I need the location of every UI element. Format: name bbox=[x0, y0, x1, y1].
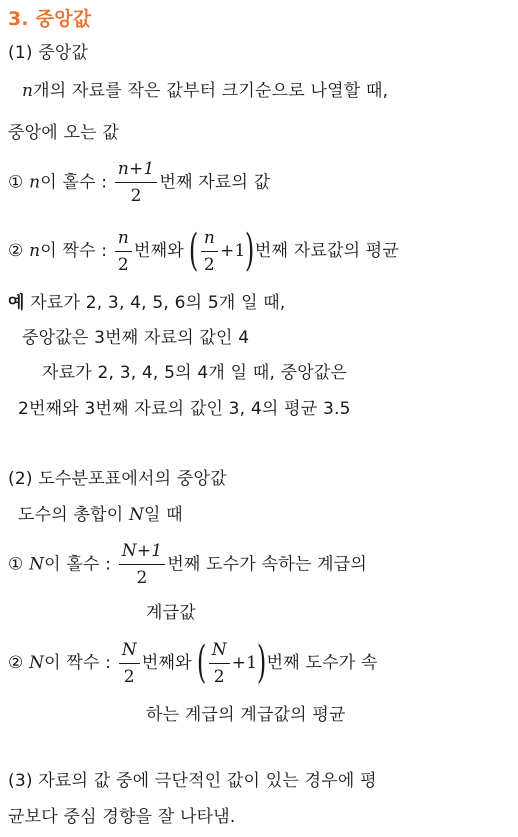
case-suffix: 번째 자료값의 평균 bbox=[254, 241, 400, 261]
example-line3: 자료가 2, 3, 4, 5의 4개 일 때, 중앙값은 bbox=[42, 363, 348, 383]
fraction-denominator: 2 bbox=[213, 666, 225, 687]
fraction-numerator: n bbox=[201, 227, 218, 252]
fraction-numerator: n bbox=[115, 227, 132, 252]
section1-intro-line1 bbox=[22, 80, 388, 102]
fraction-N-plus-1-over-2 bbox=[119, 540, 166, 589]
fraction-n-plus-1-over-2 bbox=[115, 158, 158, 207]
section3-line2: 균보다 중심 경향을 잘 나타냄. bbox=[8, 807, 236, 827]
fraction-denominator: 2 bbox=[203, 254, 215, 275]
variable-n: n bbox=[29, 241, 41, 261]
intro-pre: 도수의 총합이 bbox=[18, 505, 129, 525]
case-mid: 번째와 bbox=[134, 241, 184, 261]
case-label: 이 짝수 : bbox=[40, 241, 108, 261]
intro-post: 일 때 bbox=[144, 505, 183, 525]
case-label: 이 홀수 : bbox=[40, 172, 108, 193]
fraction-denominator: 2 bbox=[123, 666, 135, 687]
variable-n: n bbox=[22, 81, 34, 101]
case-suffix: 번째 자료의 값 bbox=[159, 172, 271, 193]
fraction-denominator: 2 bbox=[130, 186, 142, 206]
case-label: 이 짝수 : bbox=[44, 653, 112, 673]
fraction-N-over-2-inner bbox=[209, 639, 230, 688]
section1-intro-line2: 중앙에 오는 값 bbox=[8, 123, 119, 143]
section2-intro bbox=[18, 504, 183, 526]
right-paren: ) bbox=[257, 637, 267, 688]
variable-N: N bbox=[29, 554, 45, 575]
left-paren: ( bbox=[189, 225, 199, 276]
variable-n: n bbox=[29, 172, 41, 193]
case-label: 이 홀수 : bbox=[44, 554, 112, 575]
section2-case-even-cont: 하는 계급의 계급값의 평균 bbox=[146, 705, 346, 725]
example-line4: 2번째와 3번째 자료의 값인 3, 4의 평균 3.5 bbox=[18, 399, 351, 419]
intro-text: 개의 자료를 작은 값부터 크기순으로 나열할 때, bbox=[33, 81, 389, 101]
fraction-numerator: N bbox=[119, 639, 140, 664]
left-paren: ( bbox=[197, 637, 207, 688]
section-title: 3. 중앙값 bbox=[8, 8, 92, 30]
section3-line1: (3) 자료의 값 중에 극단적인 값이 있는 경우에 평 bbox=[8, 771, 377, 791]
fraction-numerator: N bbox=[209, 639, 230, 664]
section1-heading: (1) 중앙값 bbox=[8, 43, 89, 63]
fraction-denominator: 2 bbox=[136, 568, 148, 588]
fraction-numerator: n+1 bbox=[115, 158, 158, 183]
plus-one: +1 bbox=[220, 241, 246, 261]
example-text: 자료가 2, 3, 4, 5, 6의 5개 일 때, bbox=[30, 293, 286, 313]
circled-one-marker: ① bbox=[8, 172, 24, 193]
fraction-N-over-2 bbox=[119, 639, 140, 688]
example-marker: 예 bbox=[8, 293, 25, 313]
right-paren: ) bbox=[245, 225, 255, 276]
variable-N: N bbox=[29, 653, 45, 673]
section2-case-even bbox=[8, 638, 378, 688]
case-suffix: 번째 도수가 속 bbox=[266, 653, 378, 673]
case-mid: 번째와 bbox=[141, 653, 192, 673]
circled-two-marker: ② bbox=[8, 241, 24, 261]
circled-two-marker: ② bbox=[8, 653, 24, 673]
fraction-numerator: N+1 bbox=[119, 540, 166, 565]
example-line2: 중앙값은 3번째 자료의 값인 4 bbox=[22, 328, 250, 348]
fraction-denominator: 2 bbox=[117, 254, 129, 275]
fraction-n-over-2 bbox=[115, 227, 132, 276]
variable-N: N bbox=[128, 505, 145, 525]
section2-case-odd-cont: 계급값 bbox=[146, 603, 196, 623]
circled-one-marker: ① bbox=[8, 554, 24, 575]
section1-case-odd bbox=[8, 158, 270, 207]
section1-case-even bbox=[8, 226, 399, 276]
plus-one: +1 bbox=[231, 653, 258, 673]
case-suffix: 번째 도수가 속하는 계급의 bbox=[167, 554, 367, 575]
section2-heading: (2) 도수분포표에서의 중앙값 bbox=[8, 469, 227, 489]
example-line1 bbox=[8, 292, 286, 314]
section2-case-odd bbox=[8, 540, 367, 589]
fraction-n-over-2-inner bbox=[201, 227, 218, 276]
